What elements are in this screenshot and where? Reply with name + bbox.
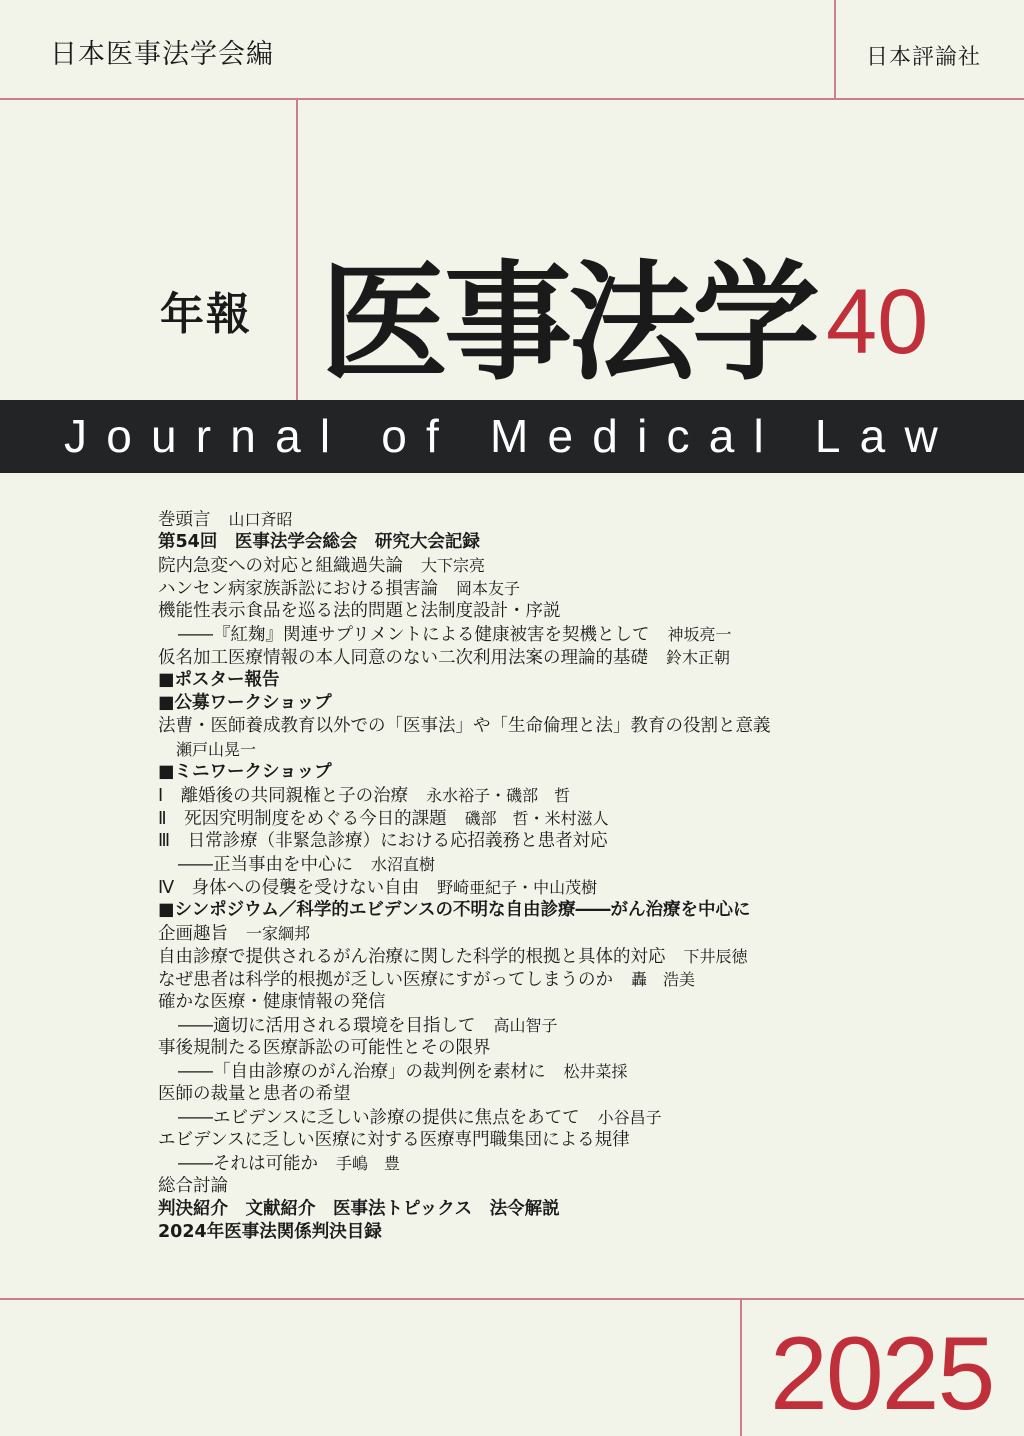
toc-item-author: 下井辰徳 [683, 947, 748, 966]
toc-item [158, 1083, 771, 1106]
toc-item [158, 508, 771, 531]
title-divider [296, 99, 298, 400]
table-of-contents [158, 508, 771, 1244]
toc-item-author: 永水裕子・磯部 哲 [426, 786, 571, 805]
toc-item-title: Ⅰ 離婚後の共同親権と子の治療 [158, 786, 409, 806]
toc-item [158, 1129, 771, 1152]
toc-item [158, 876, 771, 899]
toc-item [158, 669, 771, 692]
toc-item-title: Ⅳ 身体への侵襲を受けない自由 [158, 878, 420, 898]
toc-item [158, 531, 771, 554]
title-prefix: 年報 [160, 289, 252, 340]
toc-item-title: 機能性表示食品を巡る法的問題と法制度設計・序説 [158, 601, 561, 621]
toc-item [158, 1221, 771, 1244]
toc-item [158, 715, 771, 738]
toc-item-author: 轟 浩美 [631, 970, 696, 989]
toc-item-title: ■ポスター報告 [158, 670, 280, 690]
toc-item-title: ■ミニワークショップ [158, 762, 332, 782]
toc-item-author: 小谷昌子 [597, 1108, 662, 1127]
english-title: Journal of Medical Law [64, 410, 957, 462]
toc-item [158, 1198, 771, 1221]
toc-item [158, 899, 771, 922]
top-rule [0, 98, 1024, 100]
toc-item-title: ――『紅麹』関連サプリメントによる健康被害を契機として [178, 625, 650, 645]
toc-item [158, 1175, 771, 1198]
toc-item-title: ――エビデンスに乏しい診療の提供に焦点をあてて [178, 1108, 580, 1128]
toc-item-author: 一家綱邦 [246, 924, 311, 943]
toc-item [158, 554, 771, 577]
toc-item-author: 水沼直樹 [371, 855, 436, 874]
toc-item-author: 大下宗亮 [421, 556, 486, 575]
toc-item-title: ――「自由診療のがん治療」の裁判例を素材に [178, 1062, 546, 1082]
toc-item-author: 磯部 哲・米村滋人 [464, 809, 609, 828]
toc-item [158, 577, 771, 600]
toc-item [158, 1106, 771, 1129]
toc-item [158, 784, 771, 807]
toc-item-title: 自由診療で提供されるがん治療に関した科学的根拠と具体的対応 [158, 947, 666, 967]
toc-item [158, 1060, 771, 1083]
toc-item-author: 手嶋 豊 [336, 1154, 401, 1173]
toc-item [158, 968, 771, 991]
toc-item-title: ■シンポジウム／科学的エビデンスの不明な自由診療――がん治療を中心に [158, 900, 751, 920]
toc-item [158, 991, 771, 1014]
toc-item-author: 瀬戸山晃一 [176, 740, 257, 759]
toc-item [158, 761, 771, 784]
volume-number: 40 [826, 271, 929, 373]
bottom-divider [740, 1299, 742, 1436]
toc-item-title: ハンセン病家族訴訟における損害論 [158, 579, 438, 599]
toc-item [158, 1014, 771, 1037]
toc-item-title: エビデンスに乏しい医療に対する医療専門職集団による規律 [158, 1130, 630, 1150]
main-title: 医事法学 [320, 249, 817, 398]
top-right-divider [834, 0, 836, 99]
toc-item-author: 鈴木正朝 [666, 648, 731, 667]
toc-item [158, 738, 771, 761]
toc-item-title: 法曹・医師養成教育以外での「医事法」や「生命倫理と法」教育の役割と意義 [158, 716, 771, 736]
toc-item [158, 853, 771, 876]
toc-item-title: 第54回 医事法学会総会 研究大会記録 [158, 532, 480, 552]
toc-item-author: 高山智子 [493, 1016, 558, 1035]
toc-item [158, 600, 771, 623]
toc-item [158, 922, 771, 945]
toc-item-title: ――正当事由を中心に [178, 855, 353, 875]
publication-year: 2025 [770, 1316, 994, 1432]
publisher-label: 日本評論社 [866, 45, 982, 70]
toc-item-title: ――適切に活用される環境を目指して [178, 1016, 476, 1036]
toc-item-title: 仮名加工医療情報の本人同意のない二次利用法案の理論的基礎 [158, 648, 648, 668]
bottom-rule [0, 1298, 1024, 1300]
toc-item-title: Ⅱ 死因究明制度をめぐる今日的課題 [158, 809, 447, 829]
toc-item-author: 岡本友子 [456, 579, 521, 598]
toc-item [158, 1152, 771, 1175]
toc-item-author: 野崎亜紀子・中山茂樹 [437, 878, 598, 897]
toc-item [158, 807, 771, 830]
toc-item-title: 事後規制たる医療訴訟の可能性とその限界 [158, 1038, 491, 1058]
toc-item-title: 医師の裁量と患者の希望 [158, 1084, 351, 1104]
editor-label: 日本医事法学会編 [50, 39, 274, 70]
toc-item-title: 企画趣旨 [158, 924, 228, 944]
toc-item-author: 松井菜採 [563, 1062, 628, 1081]
toc-item-author: 神坂亮一 [667, 625, 732, 644]
toc-item-title: 確かな医療・健康情報の発信 [158, 992, 386, 1012]
toc-item-title: 2024年医事法関係判決目録 [158, 1222, 382, 1242]
toc-item [158, 623, 771, 646]
toc-item [158, 646, 771, 669]
toc-item-title: 判決紹介 文献紹介 医事法トピックス 法令解説 [158, 1199, 560, 1219]
toc-item [158, 1037, 771, 1060]
toc-item-title: なぜ患者は科学的根拠が乏しい医療にすがってしまうのか [158, 970, 613, 990]
toc-item [158, 692, 771, 715]
toc-item-title: ■公募ワークショップ [158, 693, 332, 713]
toc-item-title: 総合討論 [158, 1176, 228, 1196]
toc-item-title: Ⅲ 日常診療（非緊急診療）における応招義務と患者対応 [158, 831, 608, 851]
toc-item-title: 巻頭言 [158, 510, 211, 530]
toc-item-title: ――それは可能か [178, 1154, 318, 1174]
toc-item-author: 山口斉昭 [228, 510, 293, 529]
toc-item-title: 院内急変への対応と組織過失論 [158, 556, 403, 576]
toc-item [158, 830, 771, 853]
toc-item [158, 945, 771, 968]
